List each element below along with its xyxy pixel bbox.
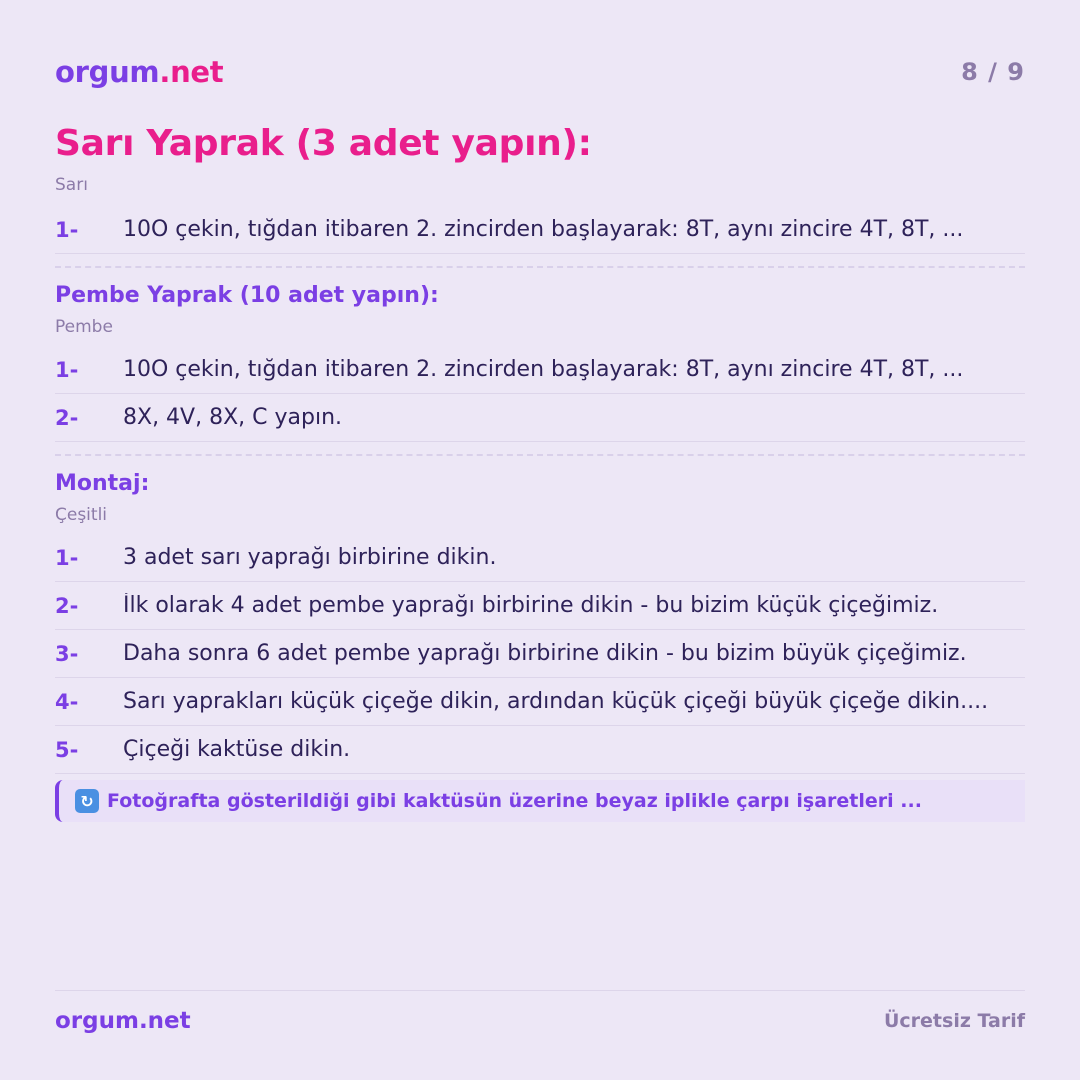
recipe-content bbox=[55, 120, 1025, 822]
step-number: 1- bbox=[55, 545, 79, 570]
header bbox=[55, 52, 1025, 92]
step-row bbox=[55, 346, 1025, 394]
step-row bbox=[55, 582, 1025, 630]
step-list bbox=[55, 206, 1025, 254]
step-text: Sarı yaprakları küçük çiçeğe dikin, ardından küçük çiçeği büyük çiçeğe dikin.... bbox=[123, 689, 989, 714]
step-text: 8X, 4V, 8X, C yapın. bbox=[123, 405, 343, 430]
section-yellow-leaf bbox=[55, 168, 1025, 254]
step-row bbox=[55, 630, 1025, 678]
step-row bbox=[55, 534, 1025, 582]
step-text: 10O çekin, tığdan itibaren 2. zincirden başlayarak: 8T, aynı zincire 4T, 8T, ... bbox=[123, 357, 964, 382]
footer-logo[interactable]: orgum.net bbox=[55, 1008, 191, 1034]
step-text: İlk olarak 4 adet pembe yaprağı birbirine dikin - bu bizim küçük çiçeğimiz. bbox=[123, 593, 939, 618]
note-callout bbox=[55, 780, 1025, 822]
logo-dot: . bbox=[159, 55, 171, 89]
logo-brand: orgum bbox=[55, 55, 160, 89]
step-number: 2- bbox=[55, 405, 79, 430]
footer bbox=[55, 990, 1025, 1051]
step-text: 10O çekin, tığdan itibaren 2. zincirden başlayarak: 8T, aynı zincire 4T, 8T, ... bbox=[123, 217, 964, 242]
step-list bbox=[55, 346, 1025, 442]
step-text: Çiçeği kaktüse dikin. bbox=[123, 737, 351, 762]
step-text: Daha sonra 6 adet pembe yaprağı birbirine dikin - bu bizim büyük çiçeğimiz. bbox=[123, 641, 967, 666]
section-divider bbox=[55, 454, 1025, 456]
section-pink-leaf bbox=[55, 280, 1025, 442]
section-assembly bbox=[55, 468, 1025, 774]
section-divider bbox=[55, 266, 1025, 268]
page-title: Sarı Yaprak (3 adet yapın): bbox=[55, 123, 592, 164]
footer-tagline: Ücretsiz Tarif bbox=[883, 1010, 1025, 1032]
step-row bbox=[55, 678, 1025, 726]
repeat-icon: ↻ bbox=[75, 789, 99, 813]
section-title: Montaj: bbox=[55, 471, 150, 496]
step-number: 3- bbox=[55, 641, 79, 666]
site-logo[interactable] bbox=[55, 55, 223, 89]
yarn-color-label: Pembe bbox=[55, 317, 113, 337]
step-number: 5- bbox=[55, 737, 79, 762]
note-text: Fotoğrafta gösterildiği gibi kaktüsün üzerine beyaz iplikle çarpı işaretleri ... bbox=[107, 790, 922, 812]
step-number: 1- bbox=[55, 217, 79, 242]
step-row bbox=[55, 394, 1025, 442]
yarn-color-label: Sarı bbox=[55, 175, 88, 195]
step-row bbox=[55, 726, 1025, 774]
page-counter: 8 / 9 bbox=[961, 58, 1025, 86]
yarn-color-label: Çeşitli bbox=[55, 505, 108, 525]
step-number: 1- bbox=[55, 357, 79, 382]
recipe-page bbox=[55, 0, 1025, 1080]
step-number: 2- bbox=[55, 593, 79, 618]
step-row bbox=[55, 206, 1025, 254]
logo-tld: net bbox=[170, 55, 224, 89]
step-text: 3 adet sarı yaprağı birbirine dikin. bbox=[123, 545, 497, 570]
section-title: Pembe Yaprak (10 adet yapın): bbox=[55, 283, 439, 308]
step-number: 4- bbox=[55, 689, 79, 714]
step-list bbox=[55, 534, 1025, 774]
